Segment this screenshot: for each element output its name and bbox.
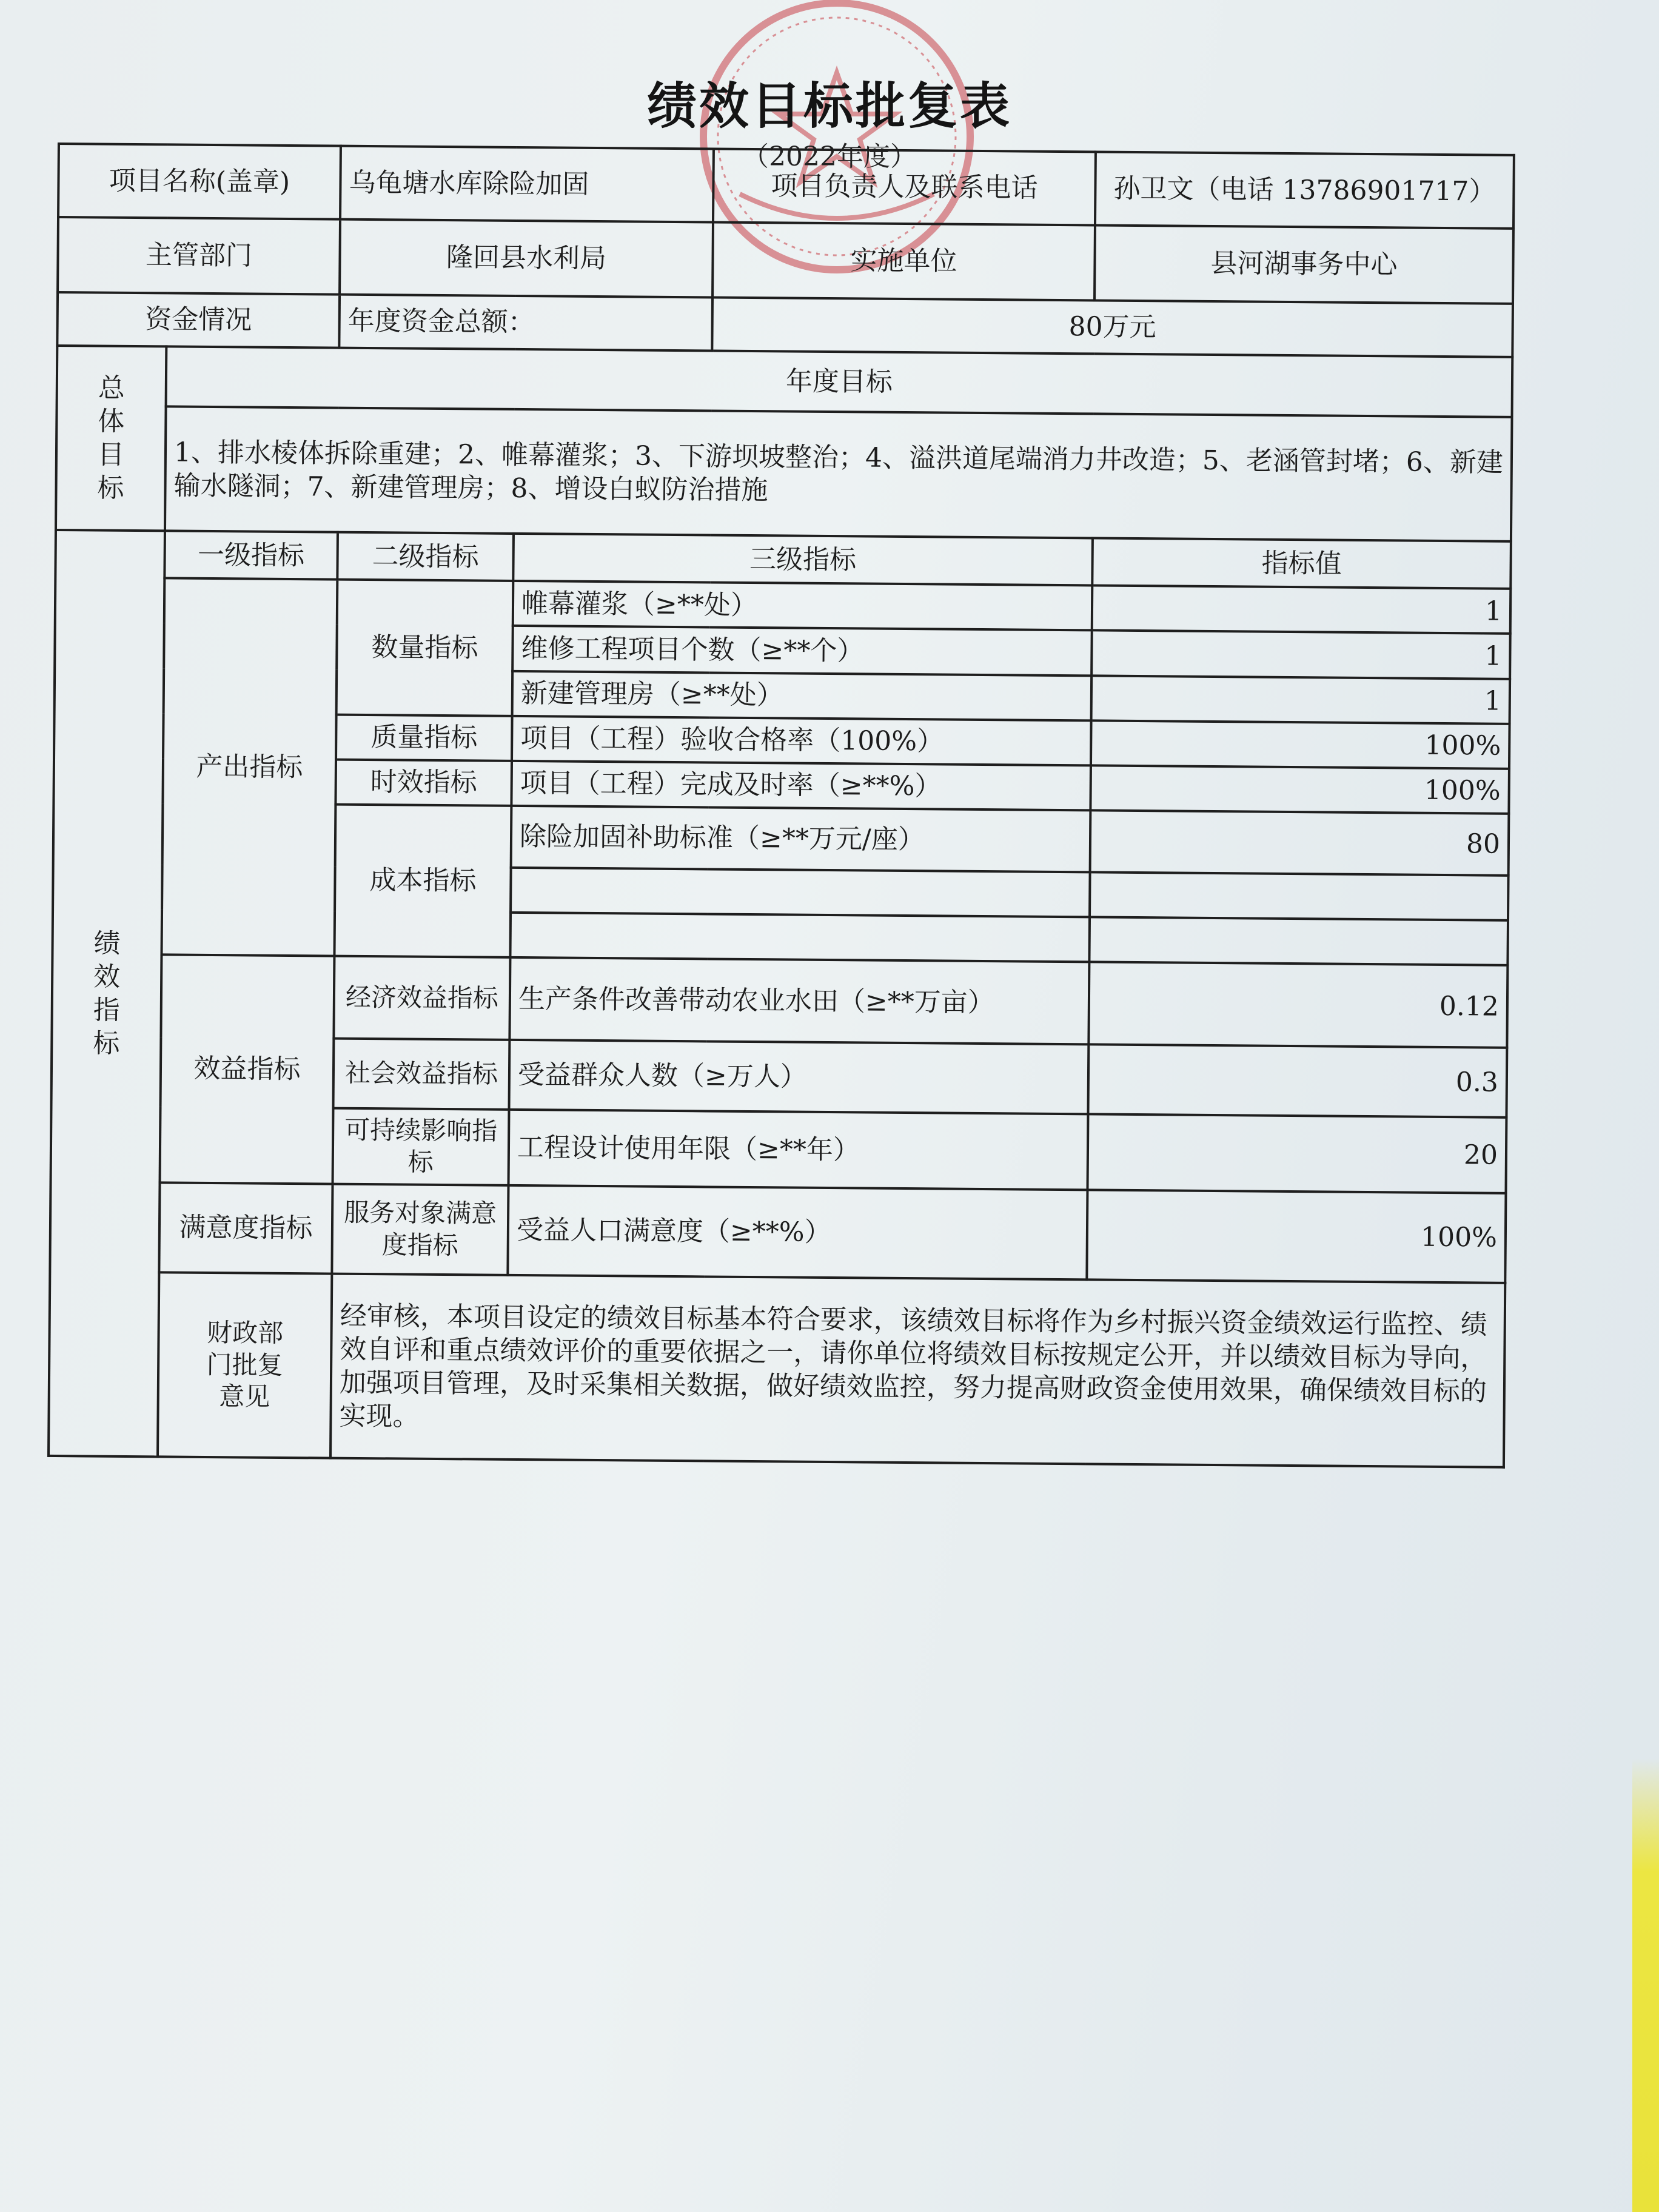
satisfaction-indicator-label: 满意度指标 — [159, 1182, 332, 1273]
level2-header: 二级指标 — [337, 532, 514, 581]
indicator-name: 工程设计使用年限（≥**年） — [509, 1110, 1088, 1190]
indicator-name: 受益人口满意度（≥**%） — [508, 1185, 1087, 1279]
indicator-name: 新建管理房（≥**处） — [512, 671, 1092, 720]
finance-opinion-text: 经审核，本项目设定的绩效目标基本符合要求，该绩效目标将作为乡村振兴资金绩效运行监控、绩效自评和重点绩效评价的重要依据之一，请你单位将绩效目标按规定公开，并以绩效目标为导向，加强项目管理，及时采集相关数据，做好绩效监控，努力提高财政资金使用效果，确保绩效目标的实现。 — [330, 1273, 1505, 1467]
empty-indicator-cell — [510, 913, 1090, 962]
empty-value-cell — [1089, 917, 1508, 965]
implementing-unit-label: 实施单位 — [712, 223, 1095, 300]
implementing-unit-value: 县河湖事务中心 — [1094, 226, 1513, 304]
empty-indicator-cell — [511, 868, 1090, 917]
indicator-value: 80 — [1090, 810, 1509, 876]
cost-indicator-label: 成本指标 — [334, 804, 511, 957]
annual-goal-label: 年度目标 — [166, 346, 1513, 417]
service-satisfaction-label: 服务对象满意度指标 — [332, 1184, 508, 1275]
project-name-value: 乌龟塘水库除险加固 — [340, 146, 714, 223]
indicator-name: 帷幕灌浆（≥**处） — [513, 581, 1093, 631]
indicator-value: 1 — [1092, 586, 1511, 634]
indicator-value: 100% — [1091, 720, 1510, 768]
fund-total-value: 80万元 — [712, 297, 1513, 357]
department-value: 隆回县水利局 — [340, 220, 713, 297]
sustainable-impact-label: 可持续影响指标 — [333, 1108, 509, 1185]
department-label: 主管部门 — [58, 217, 340, 294]
quality-indicator-label: 质量指标 — [336, 714, 512, 760]
indicator-value: 0.12 — [1088, 962, 1507, 1048]
project-name-label: 项目名称(盖章) — [58, 144, 341, 220]
overall-goal-label: 总体目标 — [56, 346, 166, 531]
quantity-indicator-label: 数量指标 — [337, 580, 514, 716]
indicator-value: 1 — [1091, 675, 1510, 723]
finance-opinion-label: 财政部门批复意见 — [158, 1272, 332, 1458]
indicator-name: 受益群众人数（≥万人） — [509, 1040, 1088, 1114]
performance-indicator-label: 绩效指标 — [49, 530, 165, 1456]
contact-value: 孙卫文（电话 13786901717） — [1095, 152, 1514, 229]
indicator-value: 100% — [1087, 1190, 1506, 1282]
yellow-background-edge — [1632, 1758, 1659, 2212]
economic-benefit-label: 经济效益指标 — [333, 956, 510, 1040]
annual-goal-text: 1、排水棱体拆除重建；2、帷幕灌浆；3、下游坝坡整治；4、溢洪道尾端消力井改造；5、老涵管封堵；6、新建输水隧洞；7、新建管理房；8、增设白蚁防治措施 — [165, 406, 1512, 541]
report-year: （2022年度） — [742, 141, 917, 172]
approval-form-table — [47, 142, 1515, 1469]
output-indicator-label: 产出指标 — [161, 578, 337, 956]
benefit-indicator-label: 效益指标 — [160, 955, 335, 1184]
indicator-value: 100% — [1090, 765, 1509, 813]
contact-label: 项目负责人及联系电话 — [713, 149, 1096, 225]
social-benefit-label: 社会效益指标 — [333, 1039, 510, 1110]
indicator-value: 1 — [1091, 631, 1510, 679]
level1-header: 一级指标 — [164, 531, 338, 580]
page-title: 绩效目标批复表 — [646, 78, 1012, 135]
indicator-name: 生产条件改善带动农业水田（≥**万亩） — [509, 957, 1089, 1044]
indicator-name: 项目（工程）验收合格率（100%） — [512, 716, 1091, 765]
indicator-value: 20 — [1087, 1114, 1506, 1193]
fund-total-label: 年度资金总额： — [339, 294, 712, 350]
indicator-name: 项目（工程）完成及时率（≥**%） — [511, 760, 1091, 810]
indicator-name: 维修工程项目个数（≥**个） — [512, 626, 1092, 675]
indicator-value: 0.3 — [1088, 1044, 1507, 1118]
timeliness-indicator-label: 时效指标 — [335, 759, 512, 805]
level3-header: 三级指标 — [513, 534, 1093, 586]
indicator-name: 除险加固补助标准（≥**万元/座） — [511, 805, 1091, 872]
value-header: 指标值 — [1092, 538, 1511, 589]
empty-value-cell — [1090, 873, 1509, 920]
fund-label: 资金情况 — [57, 292, 340, 348]
